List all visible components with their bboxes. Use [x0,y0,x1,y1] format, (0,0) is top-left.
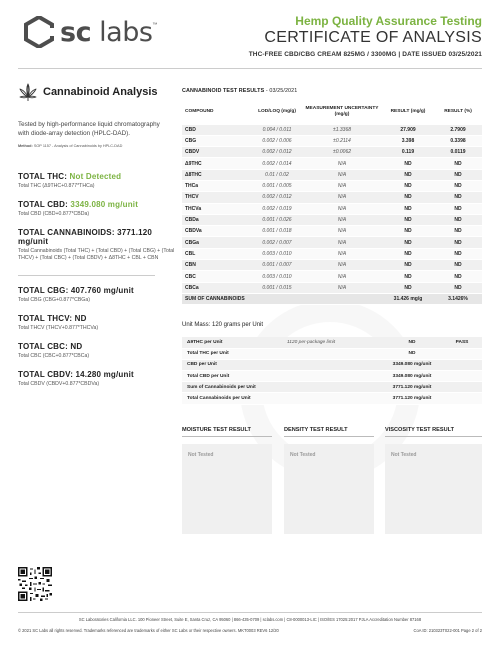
result-lod-loq: 0.004 / 0.011 [252,124,302,135]
result-row [182,124,482,135]
total-cbc-block [18,342,178,360]
result-mg: ND [382,192,434,203]
total-cbg-formula: Total CBG (CBG+0.877*CBGa) [18,297,90,303]
result-mg: 0.119 [382,147,434,158]
result-compound: THCV [182,192,252,203]
cannabinoid-results-table [182,100,482,305]
unit-mass-pass-fail [442,393,482,404]
result-row [182,226,482,237]
header-title: CERTIFICATE OF ANALYSIS [264,29,482,46]
result-pct: ND [434,169,482,180]
header-subtitle: THC-FREE CBD/CBG CREAM 825MG / 3300MG | DATE ISSUED 03/25/2021 [248,51,482,58]
total-cbd-title: TOTAL CBD: 3349.080 mg/unit [18,200,139,209]
unit-mass-heading: Unit Mass: 120 grams per Unit [182,322,264,328]
method-description: Tested by high-performance liquid chromatography with diode-array detection (HPLC-DAD). [18,121,160,138]
moisture-test-box [182,427,272,534]
result-mg: ND [382,260,434,271]
qr-code[interactable] [18,567,52,601]
unit-mass-value: ND [382,348,442,359]
unit-mass-pass-fail [442,382,482,393]
logo-hex-icon [24,16,54,48]
density-test-value: Not Tested [284,444,374,534]
result-row [182,248,482,259]
result-uncertainty: N/A [302,282,382,293]
col-result-mg: RESULT (mg/g) [382,100,434,124]
results-heading: CANNABINOID TEST RESULTS - 03/25/2021 [182,88,298,94]
result-mg: 27.909 [382,124,434,135]
result-compound: CBDa [182,214,252,225]
result-lod-loq: 0.001 / 0.005 [252,180,302,191]
result-lod-loq: 0.002 / 0.014 [252,158,302,169]
total-thcv-formula: Total THCV (THCV+0.877*THCVa) [18,325,99,331]
section-heading [18,82,170,102]
total-cannabinoids-block [18,228,178,262]
total-cbdv-formula: Total CBDV (CBDV+0.877*CBDVa) [18,381,100,387]
result-lod-loq: 0.01 / 0.02 [252,169,302,180]
result-uncertainty: ±0.0062 [302,147,382,158]
unit-mass-label: Total Cannabinoids per Unit [182,393,282,404]
unit-mass-limit [282,371,382,382]
total-thcv-title: TOTAL THCV: ND [18,314,87,323]
result-pct: ND [434,248,482,259]
result-pct: ND [434,237,482,248]
unit-mass-body [182,337,482,404]
col-result-pct: RESULT (%) [434,100,482,124]
result-lod-loq: 0.001 / 0.018 [252,226,302,237]
result-uncertainty: N/A [302,214,382,225]
result-mg: ND [382,237,434,248]
unit-mass-limit [282,382,382,393]
result-uncertainty: ±0.2114 [302,135,382,146]
result-row [182,203,482,214]
result-lod-loq: 0.002 / 0.012 [252,192,302,203]
unit-mass-pass-fail [442,348,482,359]
result-mg: ND [382,180,434,191]
result-uncertainty: ±1.3368 [302,124,382,135]
total-cannabinoids-formula: Total Cannabinoids (Total THC) + (Total CBD) + (Total CBG) + (Total THCV) + (Total CBC) + (Total CBDV) + Δ8THC + CBL + CBN [18,248,175,262]
footer-address: SC Laboratories California LLC. 100 Pioneer Street, Suite E, Santa Cruz, CA 95060 | 866-435-0709 | sclabs.com | C8-0000013-LIC | ISO/IES 17025:2017 PJLA Accreditation Number 87168 [78,617,422,622]
result-mg: ND [382,214,434,225]
unit-mass-pass-fail [442,359,482,370]
results-header-row [182,100,482,124]
result-uncertainty: N/A [302,260,382,271]
result-row [182,192,482,203]
result-compound: CBN [182,260,252,271]
footer-coa-id: CoA ID: 210323T022-001 Page 2 of 2 [413,628,482,633]
result-uncertainty: N/A [302,192,382,203]
unit-mass-value: 3349.080 mg/unit [382,359,442,370]
header-divider [18,68,482,69]
total-cannabinoids-title: TOTAL CANNABINOIDS: 3771.120 mg/unit [18,228,153,246]
result-uncertainty: N/A [302,169,382,180]
result-compound: CBCa [182,282,252,293]
result-compound: THCa [182,180,252,191]
sum-row [182,293,482,304]
moisture-test-value: Not Tested [182,444,272,534]
result-mg: ND [382,226,434,237]
result-lod-loq: 0.003 / 0.010 [252,248,302,259]
cannabinoid-analysis-intro [18,82,170,148]
total-cbg-block [18,286,178,304]
result-lod-loq: 0.002 / 0.012 [252,147,302,158]
result-uncertainty: N/A [302,203,382,214]
col-uncertainty: MEASUREMENT UNCERTAINTY (mg/g) [302,100,382,124]
unit-mass-value: ND [382,337,442,348]
result-compound: CBG [182,135,252,146]
result-compound: Δ9THC [182,158,252,169]
result-row [182,214,482,225]
footer-divider [18,612,482,613]
result-row [182,180,482,191]
logo-wordmark: sc labs [60,16,153,48]
results-body [182,124,482,293]
result-compound: CBDVa [182,226,252,237]
unit-mass-row [182,382,482,393]
result-row [182,271,482,282]
viscosity-test-value: Not Tested [385,444,482,534]
result-uncertainty: N/A [302,180,382,191]
unit-mass-value: 3771.120 mg/unit [382,393,442,404]
result-lod-loq: 0.001 / 0.007 [252,260,302,271]
result-pct: ND [434,214,482,225]
total-cbd-block [18,200,178,218]
result-pct: ND [434,203,482,214]
footer-copyright: © 2021 SC Labs all rights reserved. Trademarks referenced are trademarks of either SC Labs or their respective owners. MKT0003 REV6 12/20 [18,628,279,633]
result-compound: CBGa [182,237,252,248]
unit-mass-row [182,359,482,370]
result-uncertainty: N/A [302,237,382,248]
sum-label: SUM OF CANNABINOIDS [182,293,382,304]
section-title: Cannabinoid Analysis [43,86,158,98]
result-lod-loq: 0.002 / 0.007 [252,237,302,248]
result-compound: CBC [182,271,252,282]
result-mg: ND [382,158,434,169]
result-row [182,147,482,158]
unit-mass-label: Total CBD per Unit [182,371,282,382]
cannabis-leaf-icon [18,82,38,102]
result-mg: 3.398 [382,135,434,146]
unit-mass-value: 3771.120 mg/unit [382,382,442,393]
result-row [182,260,482,271]
method-line: Method: SOP 1157 - Analysis of Cannabinoids by HPLC-DAD [18,144,123,149]
result-pct: 0.3398 [434,135,482,146]
result-pct: ND [434,260,482,271]
result-lod-loq: 0.003 / 0.010 [252,271,302,282]
result-row [182,282,482,293]
total-cbc-title: TOTAL CBC: ND [18,342,83,351]
result-uncertainty: N/A [302,226,382,237]
result-lod-loq: 0.001 / 0.026 [252,214,302,225]
result-row [182,237,482,248]
sc-labs-logo [24,16,157,48]
total-cbg-title: TOTAL CBG: 407.760 mg/unit [18,286,134,295]
result-pct: ND [434,158,482,169]
col-compound: COMPOUND [182,100,252,124]
left-divider [18,275,155,276]
header-titles [249,14,482,58]
result-lod-loq: 0.001 / 0.015 [252,282,302,293]
result-uncertainty: N/A [302,271,382,282]
moisture-test-title: MOISTURE TEST RESULT [182,427,272,437]
col-lod-loq: LOD/LOQ (mg/g) [252,100,302,124]
total-cbc-formula: Total CBC (CBC+0.877*CBCa) [18,353,90,359]
result-lod-loq: 0.002 / 0.006 [252,135,302,146]
result-row [182,158,482,169]
unit-mass-label: CBD per Unit [182,359,282,370]
result-compound: Δ8THC [182,169,252,180]
unit-mass-pass-fail: PASS [442,337,482,348]
unit-mass-row [182,371,482,382]
result-uncertainty: N/A [302,248,382,259]
result-pct: ND [434,180,482,191]
unit-mass-row [182,348,482,359]
total-thc-block [18,172,178,190]
result-pct: ND [434,282,482,293]
result-mg: ND [382,282,434,293]
result-lod-loq: 0.002 / 0.019 [252,203,302,214]
viscosity-test-box [385,427,482,534]
header-kicker: Hemp Quality Assurance Testing [295,14,482,28]
unit-mass-limit [282,359,382,370]
result-uncertainty: N/A [302,158,382,169]
unit-mass-label: Δ9THC per Unit [182,337,282,348]
logo-trademark: ™ [152,22,158,28]
result-pct: ND [434,271,482,282]
result-compound: THCVa [182,203,252,214]
density-test-box [284,427,374,534]
sum-mg: 31.426 mg/g [382,293,434,304]
result-mg: ND [382,271,434,282]
result-row [182,169,482,180]
total-thc-formula: Total THC (Δ9THC+0.877*THCa) [18,183,95,189]
unit-mass-limit: 1120 per-package limit [282,337,382,348]
unit-mass-limit [282,393,382,404]
sum-pct: 3.1426% [434,293,482,304]
result-pct: 0.0119 [434,147,482,158]
density-test-title: DENSITY TEST RESULT [284,427,374,437]
result-mg: ND [382,169,434,180]
total-cbd-formula: Total CBD (CBD+0.877*CBDa) [18,211,90,217]
result-compound: CBD [182,124,252,135]
result-mg: ND [382,203,434,214]
total-cbdv-block [18,370,178,388]
result-pct: ND [434,226,482,237]
total-cbdv-title: TOTAL CBDV: 14.280 mg/unit [18,370,134,379]
unit-mass-value: 3349.080 mg/unit [382,371,442,382]
result-compound: CBDV [182,147,252,158]
unit-mass-label: Sum of Cannabinoids per Unit [182,382,282,393]
unit-mass-row [182,337,482,348]
result-pct: 2.7909 [434,124,482,135]
unit-mass-limit [282,348,382,359]
result-compound: CBL [182,248,252,259]
viscosity-test-title: VISCOSITY TEST RESULT [385,427,482,437]
total-thcv-block [18,314,178,332]
total-thc-title: TOTAL THC: Not Detected [18,172,122,181]
unit-mass-pass-fail [442,371,482,382]
unit-mass-table [182,337,482,405]
unit-mass-label: Total THC per Unit [182,348,282,359]
result-mg: ND [382,248,434,259]
unit-mass-row [182,393,482,404]
result-pct: ND [434,192,482,203]
result-row [182,135,482,146]
